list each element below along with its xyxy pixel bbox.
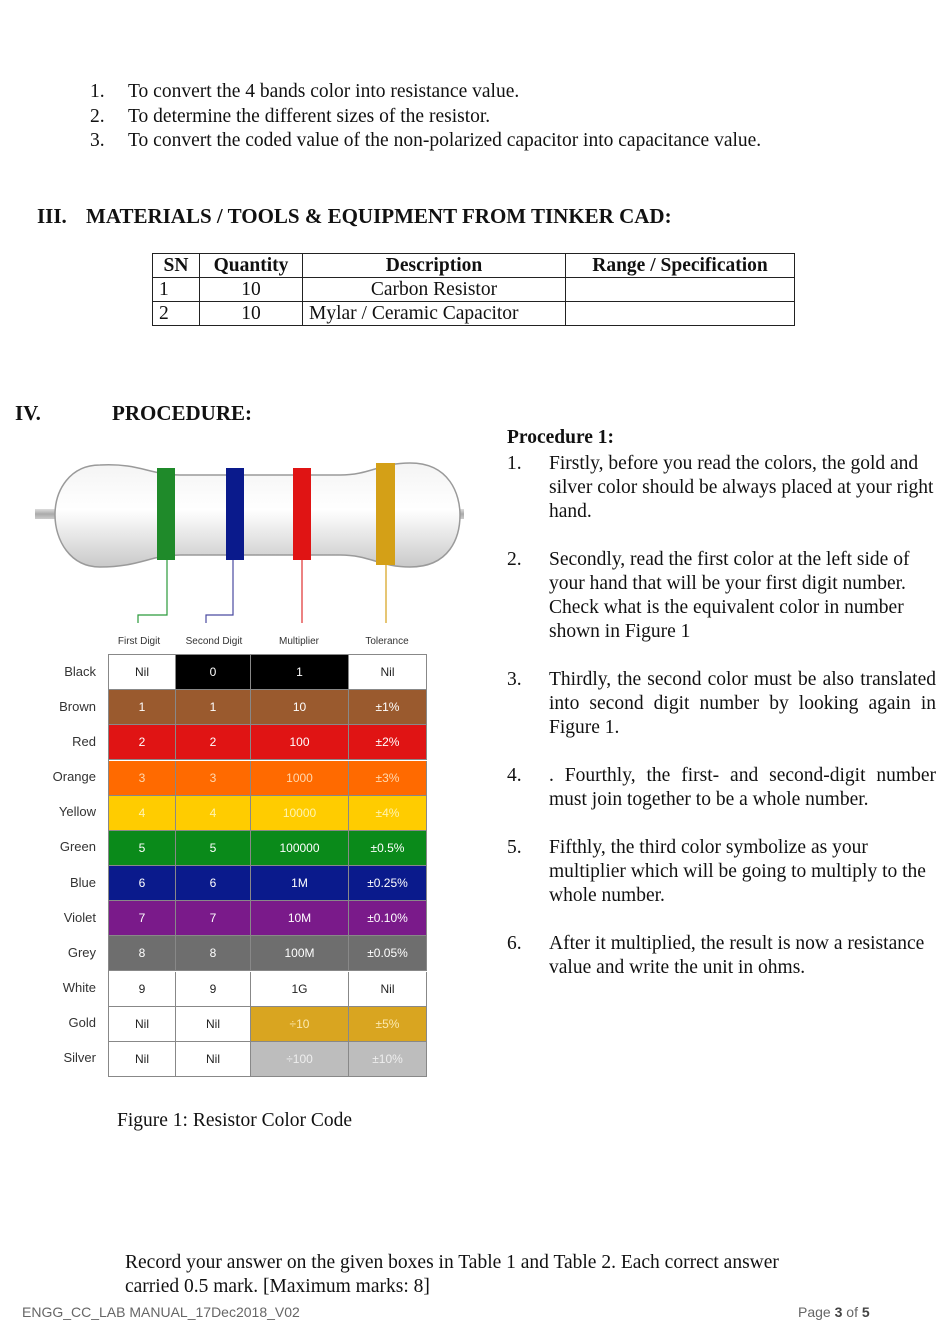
- color-name-label: White: [62, 980, 96, 996]
- table-row: [153, 302, 795, 326]
- objective-item: 3. To convert the coded value of the non-polarized capacitor into capacitance value.: [90, 130, 762, 151]
- second-digit-cell: 6: [176, 866, 251, 901]
- color-name-label: Orange: [52, 769, 96, 785]
- first-digit-cell: 7: [109, 901, 176, 936]
- first-digit-cell: Nil: [109, 1042, 176, 1077]
- second-digit-cell: 5: [176, 831, 251, 866]
- tolerance-cell: Nil: [349, 972, 427, 1007]
- multiplier-cell: 1G: [251, 972, 349, 1007]
- objective-item: 2. To determine the different sizes of the resistor.: [90, 105, 491, 127]
- color-code-table: [108, 654, 427, 1077]
- multiplier-cell: ÷10: [251, 1007, 349, 1042]
- procedure-step: 1. Firstly, before you read the colors, the gold and silver color should be always placed at your right hand.: [507, 453, 934, 522]
- first-digit-cell: Nil: [109, 1007, 176, 1042]
- multiplier-cell: 1M: [251, 866, 349, 901]
- procedure-step: 4. . Fourthly, the first- and second-digit number must join together to be a whole number.: [507, 765, 936, 810]
- color-name-label: Violet: [63, 909, 96, 925]
- multiplier-band: [293, 468, 311, 560]
- column-header: Description: [303, 254, 566, 278]
- materials-table: [152, 253, 795, 326]
- multiplier-cell: 1000: [251, 761, 349, 796]
- first-digit-cell: 4: [109, 796, 176, 831]
- first-digit-cell: 5: [109, 831, 176, 866]
- tolerance-cell: ±0.10%: [349, 901, 427, 936]
- tolerance-label: Tolerance: [365, 636, 409, 647]
- second-digit-band: [226, 468, 244, 560]
- record-answer-note: Record your answer on the given boxes in Table 1 and Table 2. Each correct answer carried 0.5 mark. [Maximum marks: 8]: [125, 1252, 779, 1297]
- multiplier-cell: 10000: [251, 796, 349, 831]
- first-digit-leader-line: [138, 560, 167, 623]
- section-3-heading: III. MATERIALS / TOOLS & EQUIPMENT FROM TINKER CAD:: [37, 204, 672, 228]
- multiplier-cell: 100: [251, 725, 349, 760]
- tolerance-band: [376, 463, 395, 565]
- objectives-list: [90, 80, 761, 154]
- second-digit-cell: 1: [176, 690, 251, 725]
- table-cell: [566, 278, 795, 302]
- table-row: [153, 278, 795, 302]
- table-cell: 10: [200, 278, 303, 302]
- second-digit-leader-line: [206, 560, 233, 623]
- multiplier-cell: 10: [251, 690, 349, 725]
- second-digit-cell: 4: [176, 796, 251, 831]
- color-name-label: Yellow: [58, 804, 96, 820]
- tolerance-cell: Nil: [349, 655, 427, 690]
- table-cell: Carbon Resistor: [303, 278, 566, 302]
- tolerance-cell: ±1%: [349, 690, 427, 725]
- procedure-step: 2. Secondly, read the first color at the left side of your hand that will be your first digit number. Check what is the equivalent color in number shown in Figure 1: [507, 549, 910, 642]
- tolerance-cell: ±0.5%: [349, 831, 427, 866]
- table-cell: 10: [200, 302, 303, 326]
- multiplier-cell: 100M: [251, 936, 349, 971]
- first-digit-cell: 9: [109, 972, 176, 1007]
- multiplier-label: Multiplier: [278, 636, 319, 647]
- second-digit-cell: Nil: [176, 1007, 251, 1042]
- procedure-step: 3. Thirdly, the second color must be also translated into second digit number by looking again in Figure 1.: [507, 669, 936, 738]
- tolerance-cell: ±4%: [349, 796, 427, 831]
- column-header: Range / Specification: [566, 254, 795, 278]
- first-digit-cell: 6: [109, 866, 176, 901]
- footer-page-number: Page 3 of 5: [798, 1304, 870, 1320]
- second-digit-cell: 0: [176, 655, 251, 690]
- table-cell: 1: [153, 278, 200, 302]
- tolerance-cell: ±10%: [349, 1042, 427, 1077]
- table-cell: 2: [153, 302, 200, 326]
- color-name-label: Grey: [67, 944, 96, 960]
- color-name-label: Red: [72, 733, 96, 749]
- second-digit-cell: 7: [176, 901, 251, 936]
- second-digit-label: Second Digit: [185, 636, 243, 647]
- table-cell: Mylar / Ceramic Capacitor: [303, 302, 566, 326]
- color-name-label: Green: [59, 839, 96, 855]
- procedure-steps: [507, 452, 936, 1004]
- first-digit-cell: 3: [109, 761, 176, 796]
- tolerance-cell: ±0.25%: [349, 866, 427, 901]
- section-4-heading: IV. PROCEDURE:: [15, 401, 252, 425]
- column-header: SN: [153, 254, 200, 278]
- first-digit-label: First Digit: [117, 636, 161, 647]
- first-digit-cell: 8: [109, 936, 176, 971]
- second-digit-cell: 3: [176, 761, 251, 796]
- color-name-label: Brown: [59, 698, 96, 714]
- multiplier-cell: 10M: [251, 901, 349, 936]
- second-digit-cell: 9: [176, 972, 251, 1007]
- first-digit-cell: 2: [109, 725, 176, 760]
- first-digit-cell: Nil: [109, 655, 176, 690]
- multiplier-cell: ÷100: [251, 1042, 349, 1077]
- tolerance-cell: ±0.05%: [349, 936, 427, 971]
- color-name-label: Blue: [69, 874, 96, 890]
- resistor-body: [55, 463, 460, 567]
- tolerance-cell: ±3%: [349, 761, 427, 796]
- color-name-label: Black: [64, 663, 96, 679]
- second-digit-cell: 8: [176, 936, 251, 971]
- tolerance-cell: ±5%: [349, 1007, 427, 1042]
- table-header-row: [153, 254, 795, 278]
- first-digit-band: [157, 468, 175, 560]
- procedure-step: 6. After it multiplied, the result is now a resistance value and write the unit in ohms.: [507, 933, 925, 978]
- table-cell: [566, 302, 795, 326]
- resistor-illustration: [30, 455, 470, 630]
- second-digit-cell: Nil: [176, 1042, 251, 1077]
- first-digit-cell: 1: [109, 690, 176, 725]
- footer-document-id: ENGG_CC_LAB MANUAL_17Dec2018_V02: [22, 1304, 300, 1320]
- multiplier-cell: 1: [251, 655, 349, 690]
- procedure-step: 5. Fifthly, the third color symbolize as your multiplier which will be going to multiply to the whole number.: [507, 837, 926, 906]
- color-name-label: Gold: [68, 1015, 96, 1031]
- multiplier-cell: 100000: [251, 831, 349, 866]
- objective-item: 1. To convert the 4 bands color into resistance value.: [90, 81, 520, 102]
- color-name-label: Silver: [63, 1050, 96, 1066]
- procedure-1-title: Procedure 1:: [507, 427, 615, 448]
- figure-caption: Figure 1: Resistor Color Code: [117, 1110, 353, 1131]
- second-digit-cell: 2: [176, 725, 251, 760]
- tolerance-cell: ±2%: [349, 725, 427, 760]
- column-header: Quantity: [200, 254, 303, 278]
